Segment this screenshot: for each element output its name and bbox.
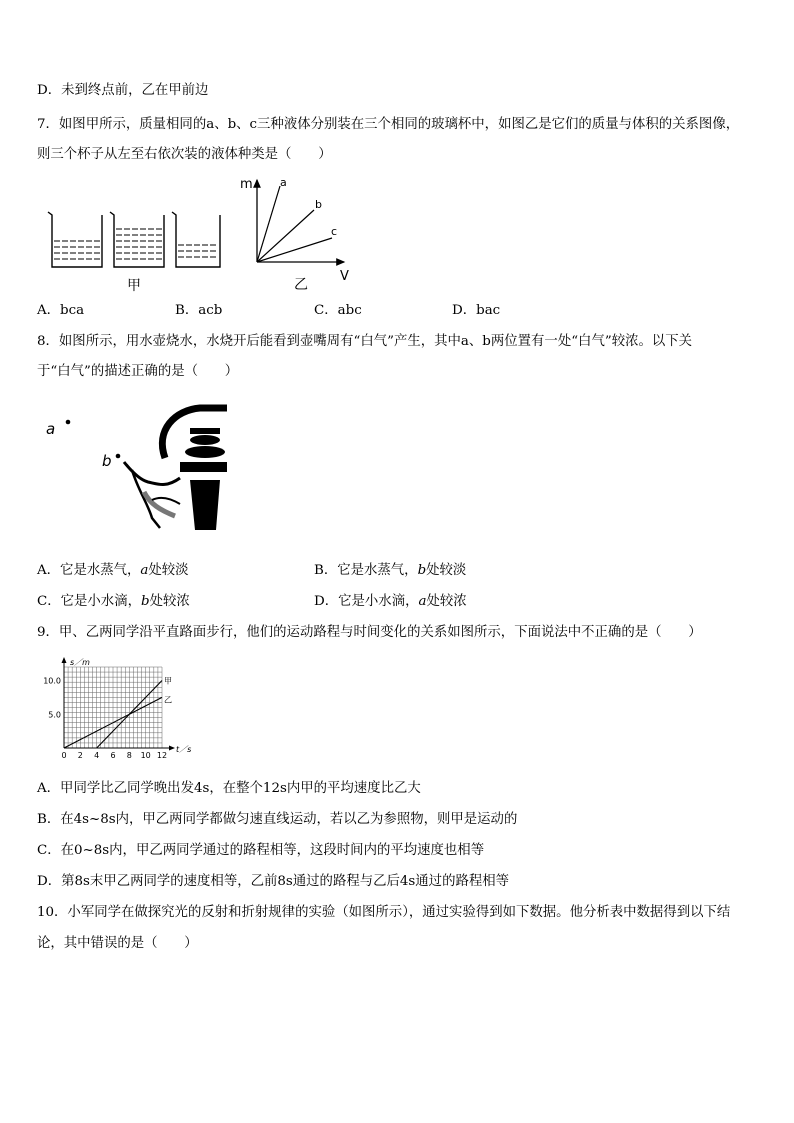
- y-axis-label: s／m: [70, 658, 90, 667]
- x-tick-label: 0: [61, 751, 67, 760]
- y-tick-label: 10.0: [43, 676, 61, 686]
- q8-option-b: B．它是水蒸气，b处较淡: [314, 563, 467, 578]
- q9-option-c: C．在0~8s内，甲乙两同学通过的路程相等，这段时间内的平均速度也相等: [37, 843, 485, 858]
- q10-stem-line1: 10．小军同学在做探究光的反射和折射规律的实验（如图所示），通过实验得到如下数据。他分析表中数据得到以下结: [37, 905, 731, 920]
- x-tick-label: 4: [94, 751, 100, 760]
- line-c-label: c: [331, 225, 338, 238]
- q6-option-d: D．未到终点前，乙在甲前边: [37, 83, 209, 98]
- q10-stem-line2: 论，其中错误的是（ ）: [37, 936, 198, 951]
- x-tick-label: 10: [140, 751, 151, 760]
- q7-stem-line2: 则三个杯子从左至右依次装的液体种类是（ ）: [37, 147, 332, 162]
- q7-option-b: B．acb: [175, 303, 223, 318]
- q9-option-b: B．在4s~8s内，甲乙两同学都做匀速直线运动，若以乙为参照物，则甲是运动的: [37, 812, 518, 827]
- q7-figure-label-yi: 乙: [294, 277, 308, 292]
- line-c: [257, 238, 332, 262]
- x-axis-label: t／s: [176, 745, 192, 754]
- beaker-3-icon: [172, 212, 220, 267]
- q9-option-a: A．甲同学比乙同学晚出发4s，在整个12s内甲的平均速度比乙大: [37, 781, 421, 796]
- q7-figure-label-jia: 甲: [127, 278, 141, 294]
- line-b-label: b: [315, 198, 322, 211]
- kettle-label-b: b: [102, 452, 112, 470]
- line-b: [257, 210, 314, 262]
- q8-option-d: D．它是小水滴，a处较浓: [314, 594, 467, 609]
- q7-mass-volume-graph: [236, 172, 376, 292]
- x-tick-label: 2: [77, 751, 83, 760]
- kettle-label-a: a: [46, 420, 56, 438]
- q8-option-a: A．它是水蒸气，a处较淡: [37, 563, 189, 578]
- q7-stem-line1: 7．如图甲所示，质量相同的a、b、c三种液体分别装在三个相同的玻璃杯中，如图乙是它们的质量与体积的关系图像，: [37, 117, 740, 132]
- x-tick-label: 6: [110, 751, 116, 760]
- q8-stem-line1: 8．如图所示，用水壶烧水，水烧开后能看到壶嘴周有“白气”产生，其中a、b两位置有一处“白气”较浓。以下关: [37, 334, 693, 349]
- series-label-2: 乙: [164, 695, 172, 705]
- q7-option-c: C．abc: [314, 303, 362, 318]
- line-a: [257, 186, 280, 262]
- series-label-1: 甲: [164, 676, 172, 686]
- y-tick-label: 5.0: [48, 710, 61, 720]
- line-a-label: a: [280, 176, 287, 189]
- q7-option-d: D．bac: [452, 303, 501, 318]
- q8-stem-line2: 于“白气”的描述正确的是（ ）: [37, 364, 239, 379]
- kettle-figure: [40, 400, 240, 535]
- axis-v-label: V: [340, 269, 349, 284]
- y-axis-arrow-icon: [62, 657, 67, 663]
- q9-stem: 9．甲、乙两同学沿平直路面步行，他们的运动路程与时间变化的关系如图所示，下面说法中不正确的是（ ）: [37, 625, 702, 640]
- q7-option-a: A．bca: [37, 303, 85, 318]
- kettle-icon: [124, 408, 227, 530]
- x-tick-label: 12: [156, 751, 168, 760]
- x-axis-arrow-icon: [169, 746, 175, 751]
- q9-option-d: D．第8s末甲乙两同学的速度相等，乙前8s通过的路程与乙后4s通过的路程相等: [37, 874, 510, 889]
- x-tick-label: 8: [126, 751, 132, 760]
- axis-m-label: m: [240, 177, 253, 192]
- q8-option-c: C．它是小水滴，b处较浓: [37, 594, 190, 609]
- distance-time-chart: [36, 655, 206, 763]
